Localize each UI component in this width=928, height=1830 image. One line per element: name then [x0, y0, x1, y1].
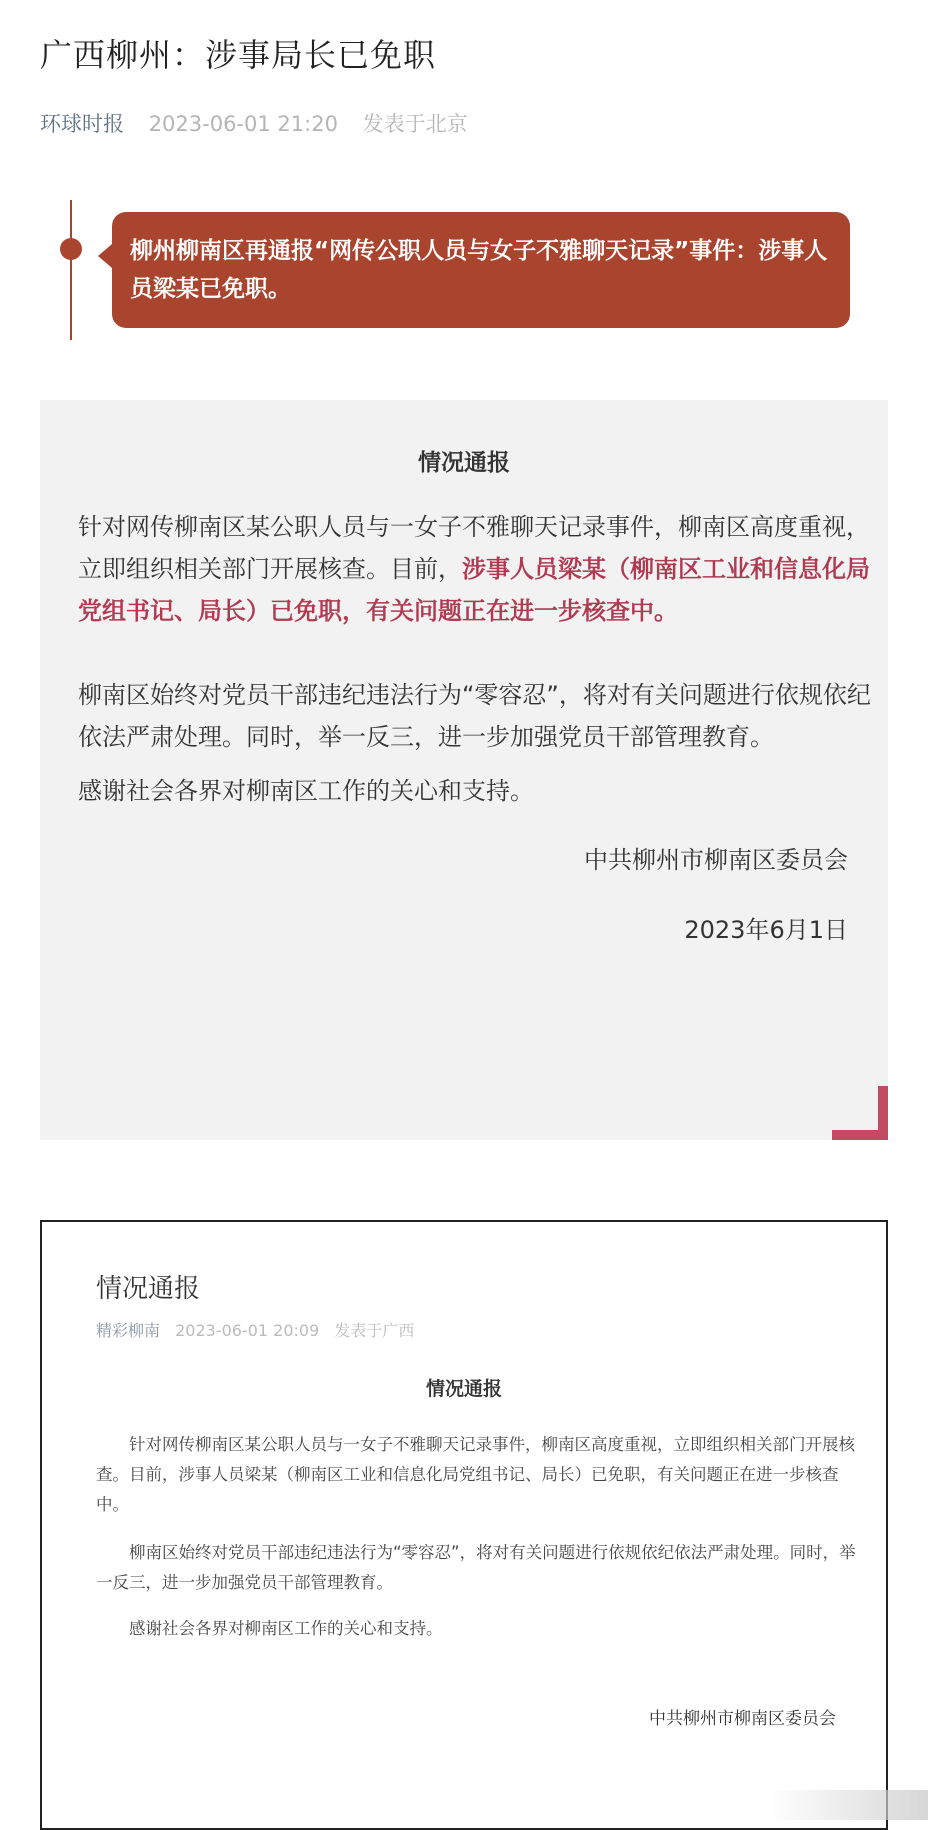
screenshot-paragraph-2: 柳南区始终对党员干部违纪违法行为“零容忍”，将对有关问题进行依规依纪依法严肃处理。同时，举一反三，进一步加强党员干部管理教育。: [96, 1543, 856, 1592]
screenshot-source: 精彩柳南: [96, 1321, 161, 1340]
screenshot-meta: [96, 1318, 414, 1341]
screenshot-title: 情况通报: [96, 1274, 201, 1304]
notice-p1-text: 针对网传柳南区某公职人员与一女子不雅聊天记录事件，柳南区高度重视，立即组织相关部门开展核查。目前，: [78, 513, 870, 583]
watermark-fade: [770, 1790, 928, 1820]
notice-p1-highlight: 涉事人员梁某（柳南区工业和信息化局党组书记、局长）已免职，有关问题正在进一步核查中。: [78, 555, 870, 625]
screenshot-location: 发表于广西: [334, 1321, 415, 1340]
summary-callout: 柳州柳南区再通报“网传公职人员与女子不雅聊天记录”事件：涉事人员梁某已免职。: [112, 212, 850, 328]
article-source[interactable]: 环球时报: [40, 112, 124, 136]
quote-pointer: [98, 244, 112, 268]
article-title: 广西柳州：涉事局长已免职: [40, 36, 437, 74]
article-meta: [40, 108, 468, 138]
screenshot-date: 2023-06-01 20:09: [175, 1321, 320, 1340]
notice-card: [40, 400, 888, 1140]
embedded-screenshot: [40, 1220, 888, 1830]
screenshot-paragraph-3: 感谢社会各界对柳南区工作的关心和支持。: [129, 1619, 443, 1638]
quote-dot-icon: [60, 238, 82, 260]
quote-timeline-line: [70, 200, 72, 340]
screenshot-signature: 中共柳州市柳南区委员会: [649, 1709, 836, 1729]
article-date: 2023-06-01 21:20: [148, 112, 338, 136]
screenshot-heading: 情况通报: [425, 1378, 502, 1400]
article-location: 发表于北京: [362, 112, 468, 136]
notice-date: 2023年6月1日: [684, 916, 848, 944]
notice-paragraph-2: 柳南区始终对党员干部违纪违法行为“零容忍”，将对有关问题进行依规依纪依法严肃处理。同时，举一反三，进一步加强党员干部管理教育。: [78, 681, 871, 751]
notice-paragraph-3: 感谢社会各界对柳南区工作的关心和支持。: [78, 777, 534, 805]
notice-signature: 中共柳州市柳南区委员会: [584, 846, 848, 874]
notice-title: 情况通报: [418, 450, 510, 476]
notice-paragraph-1: [78, 506, 888, 632]
screenshot-paragraph-1: 针对网传柳南区某公职人员与一女子不雅聊天记录事件，柳南区高度重视，立即组织相关部门开展核查。目前，涉事人员梁某（柳南区工业和信息化局党组书记、局长）已免职，有关问题正在进一步核查中。: [96, 1435, 855, 1514]
corner-decoration: [832, 1130, 888, 1140]
